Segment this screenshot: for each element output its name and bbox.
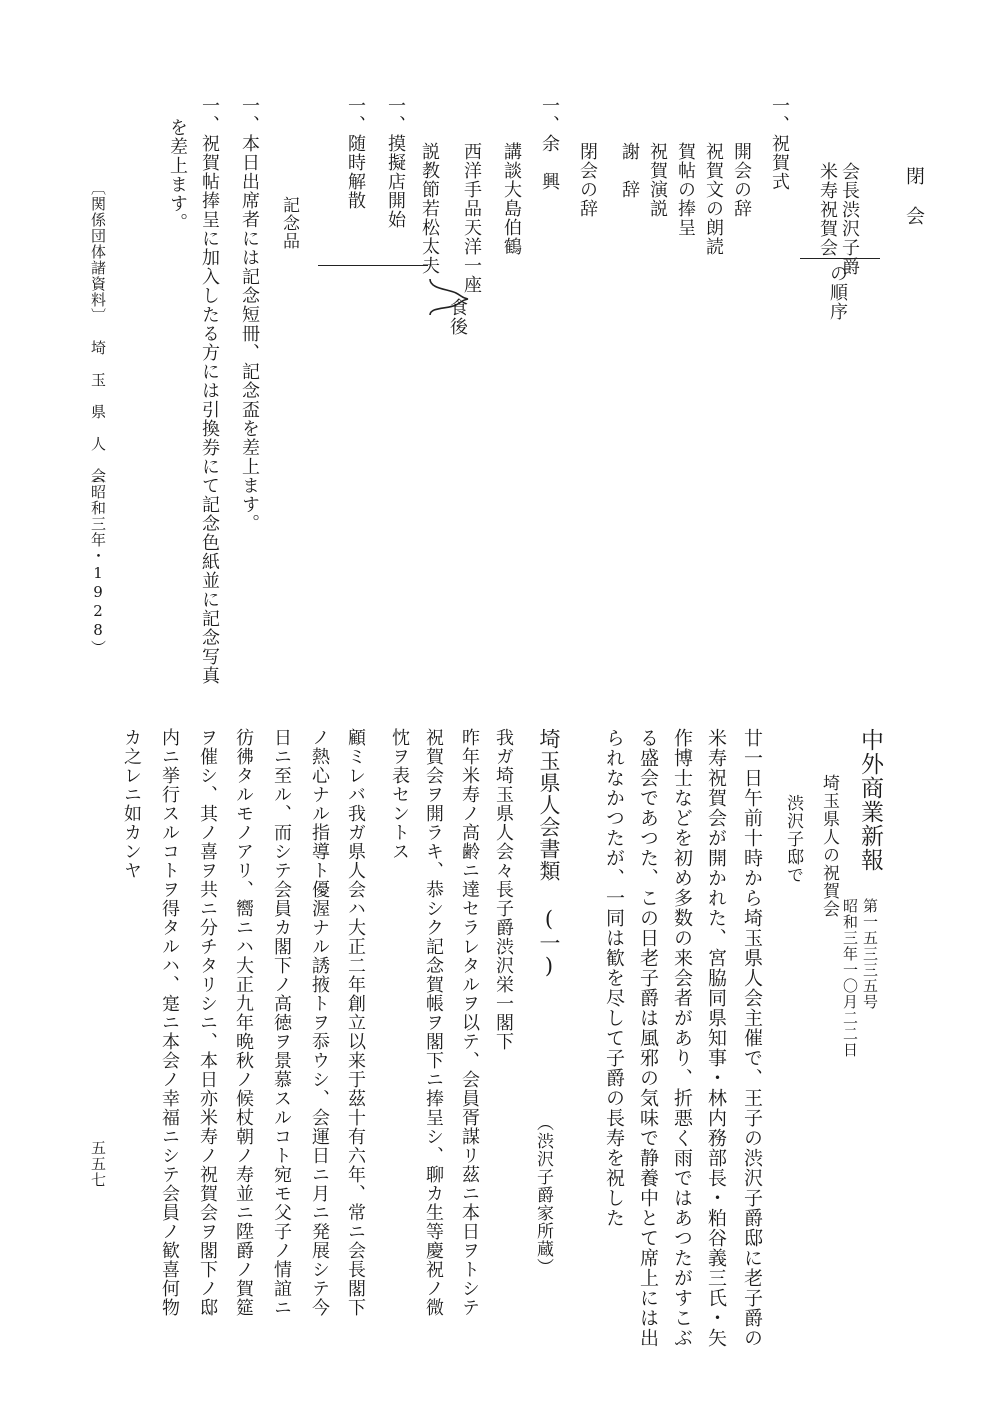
entertainment-note: 食後 [447,298,468,336]
entertainment-item-2: 西洋手品天洋一座 [461,142,482,294]
source-year: （昭和三年・1928） [89,468,107,656]
souvenir-item-2-line1: 一、祝賀帖捧呈に加入したる方には引換券にて記念色紙並に記念写真 [199,96,220,685]
page-number: 五五七 [89,1140,107,1188]
document-source: （渋沢子爵家所蔵） [533,1114,553,1276]
ceremony-item-4: 祝賀演説 [647,142,668,218]
document-line-4: 忱ヲ表セントス [389,728,410,861]
issue-date: 昭和三年一〇月二二日 [841,898,859,1058]
entertainment-item-1: 講談大島伯鶴 [501,142,522,256]
closing-heading: 閉 会 [903,166,925,226]
article-subtitle: 渋沢子邸で [783,794,803,884]
dismiss-label: 一、随時解散 [345,96,366,210]
document-line-5: 顧ミレバ我ガ県人会ハ大正二年創立以来于茲十有六年、常ニ会長閣下 [345,728,366,1317]
program-title-line1: 会長渋沢子爵 [839,162,860,276]
article-line-3: 作博士などを初め多数の来会者があり、折悪く雨ではあつたがすこぶ [671,728,693,1348]
article-line-4: る盛会であつた、この日老子爵は風邪の気味で静養中とて席上には出 [637,728,659,1348]
newspaper-name: 中外商業新報 [857,728,883,872]
souvenir-item-2-line2: を差上ます。 [167,118,188,232]
ceremony-item-6: 閉会の辞 [577,142,598,218]
issue-number: 第一五三三五号 [861,898,879,1010]
ceremony-item-3: 賀帖の捧呈 [675,142,696,237]
document-line-6: ノ熱心ナル指導ト優渥ナル誘掖トヲ忝ウシ、会運日ニ月ニ発展シテ今 [309,728,330,1317]
document-line-11: カ之レニ如カンヤ [121,728,142,880]
document-line-7: 日ニ至ル、而シテ会員カ閣下ノ高徳ヲ景慕スルコト宛モ父子ノ情誼ニ [271,728,292,1317]
ceremony-item-2: 祝賀文の朗読 [703,142,724,256]
top-divider-right [800,258,880,259]
program-title-line2: 米寿祝賀会 [817,162,838,257]
document-heading: 埼玉県人会書類 (一) [537,728,561,979]
ceremony-label: 一、祝賀式 [769,96,790,191]
top-divider-left [318,265,428,266]
program-title-suffix: の順序 [827,264,848,321]
document-line-1: 我ガ埼玉県人会々長子爵渋沢栄一閣下 [493,728,514,1051]
document-line-8: 彷彿タルモノアリ、嚮ニハ大正九年晩秋ノ候杖朝ノ寿並ニ陞爵ノ賀筵 [233,728,254,1317]
entertainment-item-3: 説教節若松太夫 [419,142,440,275]
souvenir-heading: 記念品 [279,196,299,250]
article-line-2: 米寿祝賀会が開かれた、宮脇同県知事・林内務部長・粕谷義三氏・矢 [705,728,727,1348]
ceremony-item-1: 開会の辞 [731,142,752,218]
ceremony-item-5: 謝 辞 [619,142,640,199]
document-line-3: 祝賀会ヲ開ラキ、恭シク記念賀帳ヲ閣下ニ捧呈シ、聊カ生等慶祝ノ微 [423,728,444,1317]
article-line-5: られなかつたが、一同は歓を尽して子爵の長寿を祝した [603,728,625,1228]
document-line-2: 昨年米寿ノ高齢ニ達セラレタルヲ以テ、会員胥謀リ茲ニ本日ヲトシテ [459,728,480,1317]
document-line-9: ヲ催シ、其ノ喜ヲ共ニ分チタリシニ、本日亦米寿ノ祝賀会ヲ閣下ノ邸 [197,728,218,1317]
document-line-10: 内ニ挙行スルコトヲ得タルハ、寔ニ本会ノ幸福ニシテ会員ノ歓喜何物 [159,728,180,1317]
article-line-1: 廿一日午前十時から埼玉県人会主催で、王子の渋沢子爵邸に老子爵の [741,728,763,1348]
source-org: 埼 玉 県 人 会 [89,340,107,484]
entertainment-label: 一、余 興 [539,96,560,191]
source-label: 〔関係団体諸資料〕 [89,180,107,324]
stalls-label: 一、摸擬店開始 [385,96,406,229]
article-title: 埼玉県人の祝賀会 [819,774,839,918]
souvenir-item-1: 一、本日出席者には記念短冊、記念盃を差上ます。 [239,96,260,533]
